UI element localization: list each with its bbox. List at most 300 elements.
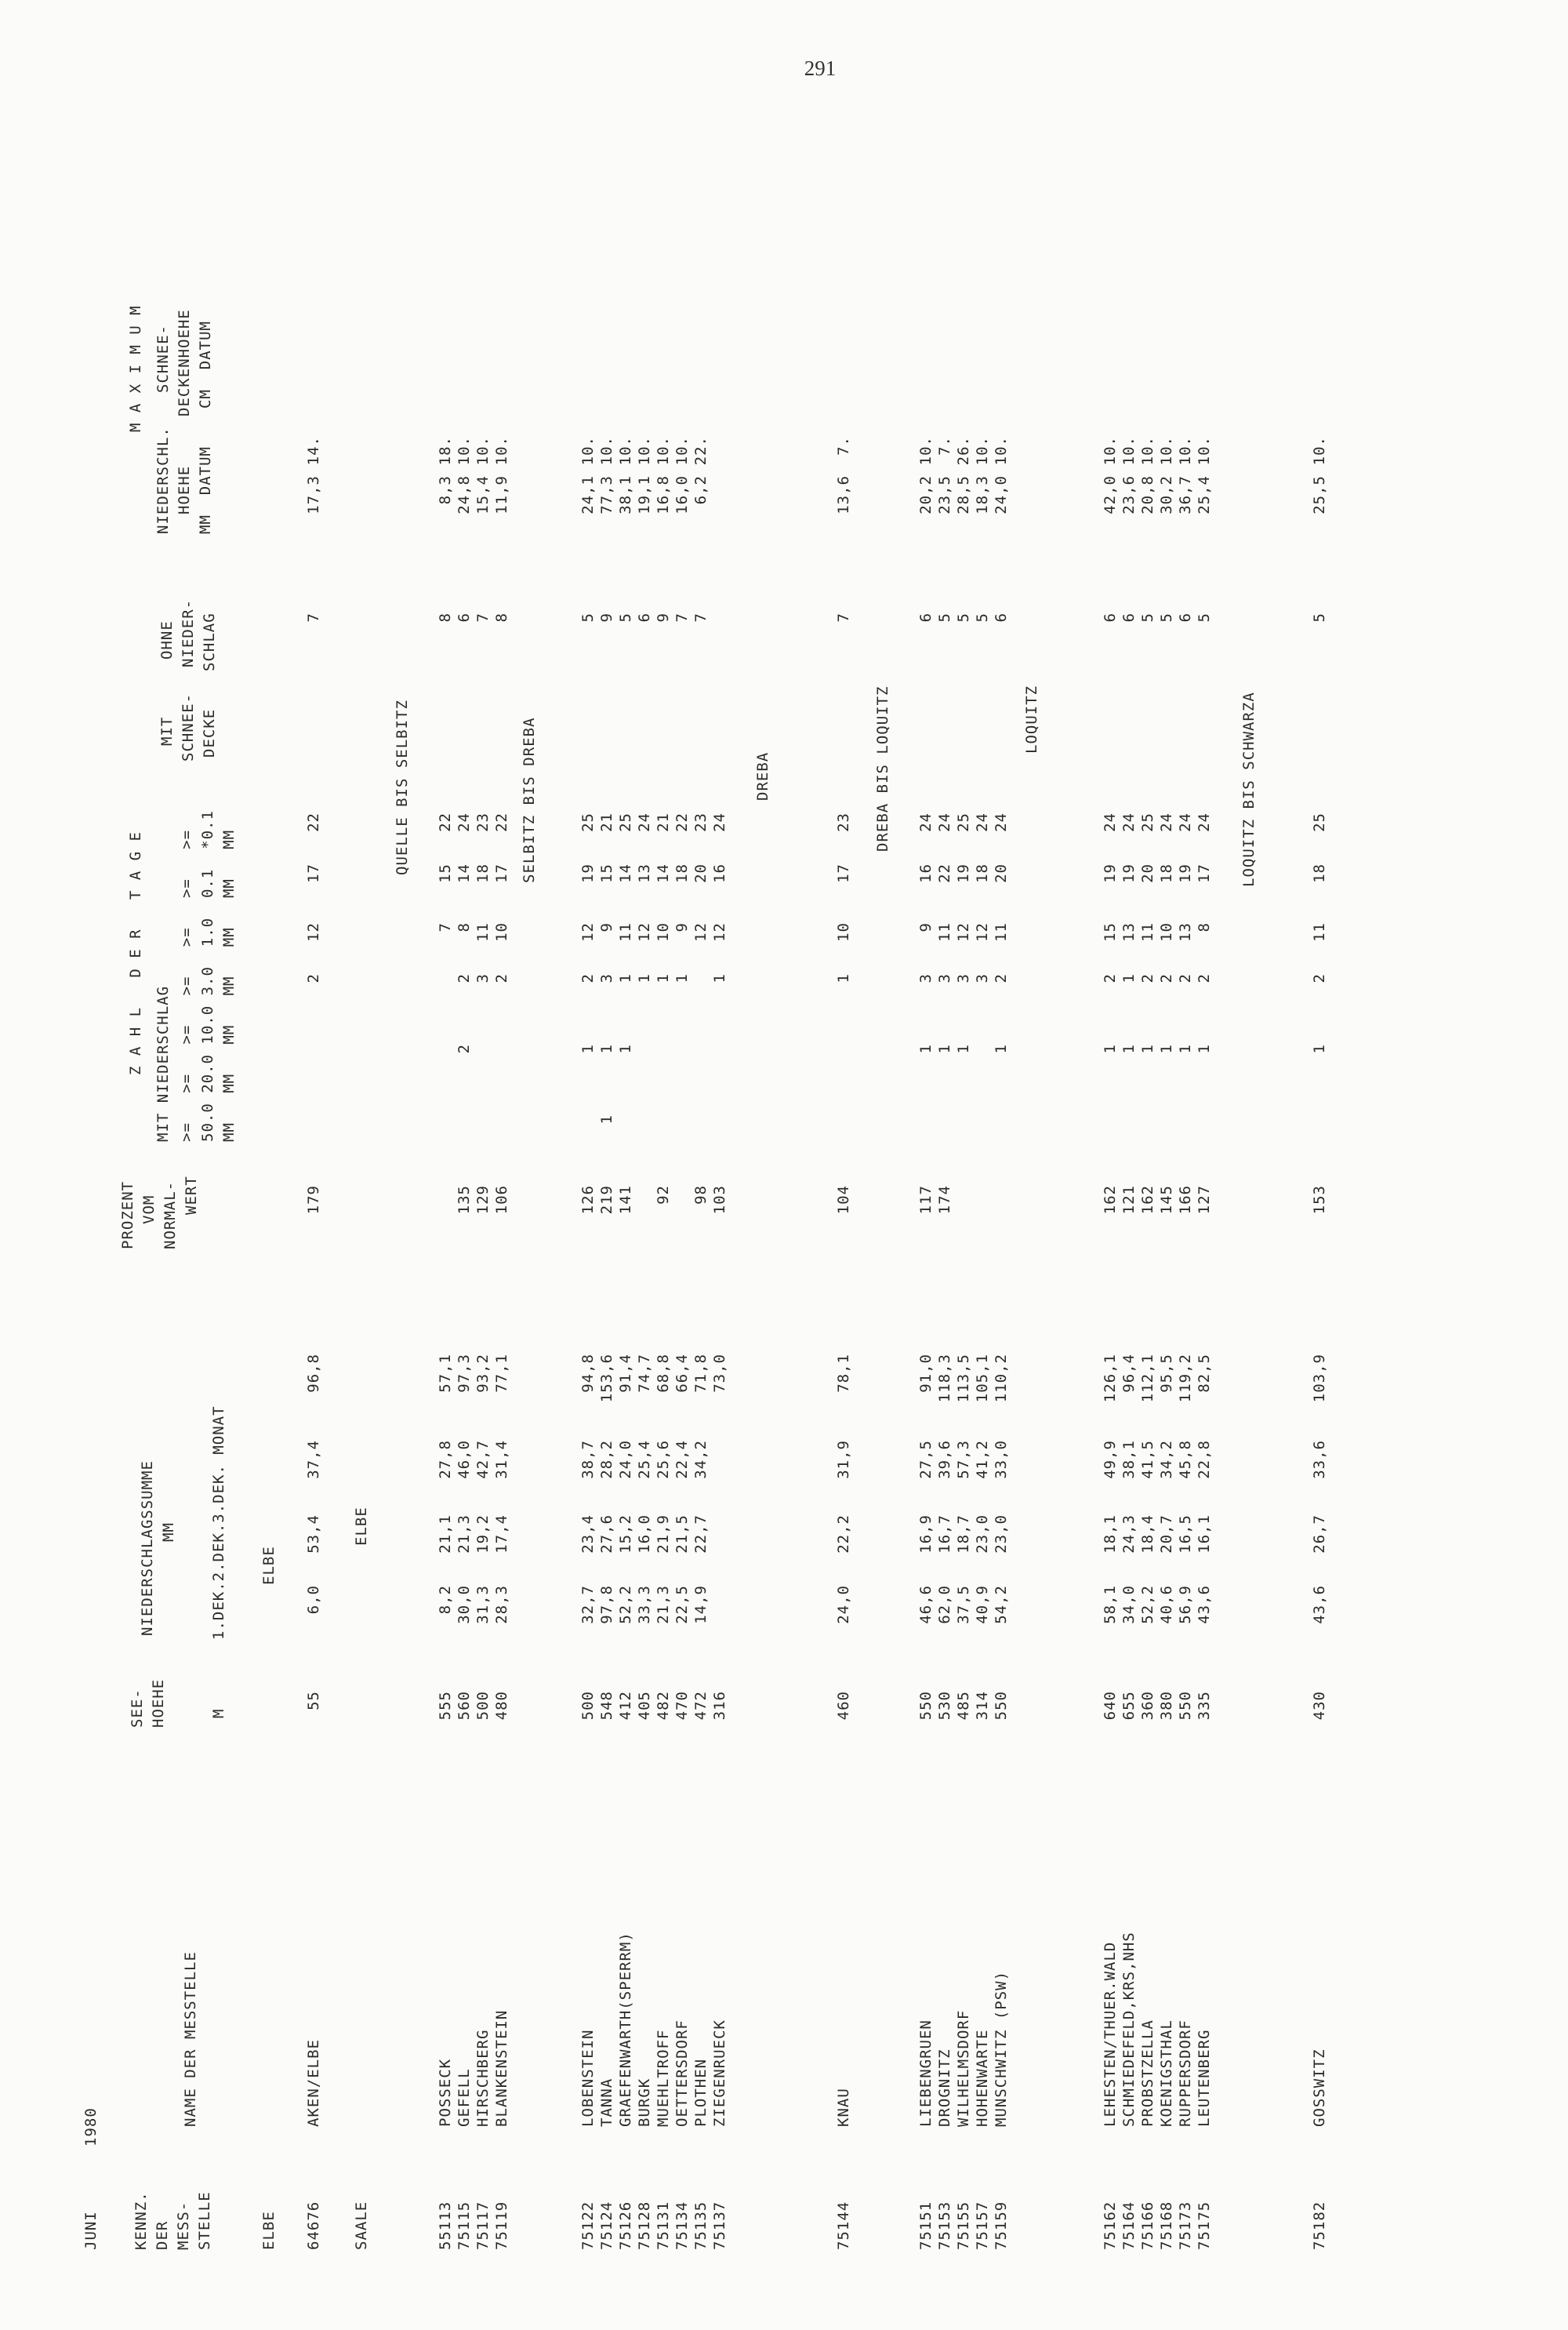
cell-dat: 10.	[579, 436, 597, 466]
page-number: 291	[804, 56, 837, 80]
station-name: SCHMIEDEFELD,KRS,NHS	[1120, 1932, 1138, 2127]
cell-d3: 27,8	[437, 1440, 454, 1479]
header-schnee-2: SCHNEE-	[180, 692, 197, 762]
cell-d2: 15,2	[617, 1514, 634, 1554]
cell-max: 25,5	[1311, 475, 1328, 514]
header-kennz-2: DER	[154, 2220, 171, 2250]
header-schnee-1: MIT	[158, 716, 176, 746]
cell-n1: 17	[493, 863, 510, 883]
cell-ohne: 9	[598, 612, 615, 623]
cell-h: 55	[305, 1691, 322, 1710]
cell-d2: 18,1	[1102, 1514, 1119, 1554]
cell-n10: 3	[598, 973, 615, 983]
cell-max: 19,1	[636, 475, 653, 514]
cell-d1: 32,7	[579, 1585, 597, 1624]
cell-n3: 10	[655, 922, 672, 942]
header-max-schnee-3: CM DATUM	[197, 321, 214, 409]
cell-max: 13,6	[835, 475, 852, 514]
cell-mon: 73,0	[711, 1354, 728, 1393]
cell-d2: 26,7	[1311, 1514, 1328, 1554]
cell-h: 316	[711, 1691, 728, 1721]
cell-n3: 11	[993, 922, 1010, 942]
cell-n3: 12	[305, 922, 322, 942]
station-id: 64676	[305, 2201, 322, 2250]
cell-pct: 219	[598, 1185, 615, 1215]
cell-h: 430	[1311, 1691, 1328, 1721]
station-name: HIRSCHBERG	[474, 2029, 492, 2127]
header-zahl-row1: >= >= >= >= >= >= >=	[178, 829, 195, 1142]
cell-d3: 37,4	[305, 1440, 322, 1479]
cell-pct: 135	[456, 1185, 473, 1215]
cell-n20: 1	[955, 1044, 972, 1054]
cell-n01: 25	[579, 812, 597, 832]
header-zahl-mit: MIT NIEDERSCHLAG	[154, 985, 172, 1142]
cell-d2: 21,3	[456, 1514, 473, 1554]
cell-mon: 71,8	[692, 1354, 710, 1393]
cell-ohne: 5	[579, 612, 597, 623]
section-subtitle: DREBA BIS LOQUITZ	[874, 685, 891, 852]
cell-mon: 74,7	[636, 1354, 653, 1393]
cell-d3: 49,9	[1102, 1440, 1119, 1479]
cell-ohne: 6	[993, 612, 1010, 623]
cell-dat: 10.	[1196, 436, 1213, 466]
cell-max: 24,0	[993, 475, 1010, 514]
section-subtitle: DREBA	[754, 751, 771, 801]
header-name: NAME DER MESSTELLE	[182, 1951, 199, 2127]
cell-n1: 20	[1139, 863, 1156, 883]
cell-n1: 14	[655, 863, 672, 883]
cell-d2: 21,5	[673, 1514, 691, 1554]
cell-n01: 24	[636, 812, 653, 832]
cell-n20: 1	[579, 1044, 597, 1054]
cell-ohne: 5	[974, 612, 991, 623]
cell-h: 480	[493, 1691, 510, 1721]
cell-d3: 46,0	[456, 1440, 473, 1479]
cell-mon: 82,5	[1196, 1354, 1213, 1393]
cell-n01: 21	[655, 812, 672, 832]
cell-mon: 93,2	[474, 1354, 492, 1393]
header-ohne-2: NIEDER-	[180, 598, 197, 667]
cell-max: 28,5	[955, 475, 972, 514]
cell-d3: 38,7	[579, 1440, 597, 1479]
cell-n20: 1	[617, 1044, 634, 1054]
cell-ohne: 8	[437, 612, 454, 623]
header-max-nieder-2: HOEHE	[176, 465, 193, 514]
header-hoehe-2: HOEHE	[150, 1678, 167, 1728]
station-name: WILHELMSDORF	[955, 2009, 972, 2127]
cell-h: 472	[692, 1691, 710, 1721]
cell-n20: 1	[1102, 1044, 1119, 1054]
cell-n01: 25	[1139, 812, 1156, 832]
station-name: KNAU	[835, 2088, 852, 2127]
cell-mon: 118,3	[936, 1354, 953, 1403]
cell-n10: 2	[305, 973, 322, 983]
cell-dat: 10.	[456, 436, 473, 466]
cell-n01: 24	[1102, 812, 1119, 832]
cell-n50: 1	[598, 1114, 615, 1125]
station-name: OETTERSDORF	[673, 2019, 691, 2127]
header-max-schnee-2: DECKENHOEHE	[176, 309, 193, 416]
cell-ohne: 6	[917, 612, 935, 623]
cell-n3: 12	[579, 922, 597, 942]
cell-max: 77,3	[598, 475, 615, 514]
cell-n1: 16	[711, 863, 728, 883]
cell-n10: 2	[1196, 973, 1213, 983]
cell-ohne: 5	[1158, 612, 1175, 623]
cell-n1: 18	[673, 863, 691, 883]
cell-d1: 52,2	[617, 1585, 634, 1624]
cell-dat: 10.	[673, 436, 691, 466]
cell-pct: 129	[474, 1185, 492, 1215]
header-max-schnee-1: SCHNEE-	[154, 324, 172, 393]
section-subtitle: LOQUITZ	[1023, 685, 1040, 754]
cell-max: 17,3	[305, 475, 322, 514]
station-id: 75168	[1158, 2201, 1175, 2250]
station-name: GOSSWITZ	[1311, 2048, 1328, 2127]
station-name: BLANKENSTEIN	[493, 2009, 510, 2127]
cell-pct: 145	[1158, 1185, 1175, 1215]
cell-n01: 24	[1196, 812, 1213, 832]
cell-n20: 1	[598, 1044, 615, 1054]
cell-n3: 9	[673, 922, 691, 932]
station-id: 75115	[456, 2201, 473, 2250]
cell-ohne: 5	[1196, 612, 1213, 623]
cell-n3: 10	[493, 922, 510, 942]
cell-n1: 17	[1196, 863, 1213, 883]
cell-n1: 15	[437, 863, 454, 883]
header-kennz-1: KENNZ.	[132, 2191, 150, 2250]
cell-ohne: 5	[1311, 612, 1328, 623]
cell-dat: 14.	[305, 436, 322, 466]
cell-mon: 94,8	[579, 1354, 597, 1393]
cell-n1: 14	[617, 863, 634, 883]
cell-d3: 31,9	[835, 1440, 852, 1479]
cell-n3: 12	[711, 922, 728, 942]
station-name: HOHENWARTE	[974, 2029, 991, 2127]
cell-d1: 34,0	[1120, 1585, 1138, 1624]
cell-mon: 105,1	[974, 1354, 991, 1403]
station-name: RUPPERSDORF	[1177, 2019, 1194, 2127]
cell-pct: 141	[617, 1185, 634, 1215]
cell-n20: 1	[1311, 1044, 1328, 1054]
cell-pct: 121	[1120, 1185, 1138, 1215]
cell-d3: 24,0	[617, 1440, 634, 1479]
cell-n1: 13	[636, 863, 653, 883]
station-name: PROBSTZELLA	[1139, 2019, 1156, 2127]
station-id: 75137	[711, 2201, 728, 2250]
cell-mon: 96,4	[1120, 1354, 1138, 1393]
cell-n20: 1	[917, 1044, 935, 1054]
cell-n10: 2	[1311, 973, 1328, 983]
cell-n10: 1	[673, 973, 691, 983]
cell-n1: 19	[1102, 863, 1119, 883]
cell-h: 500	[474, 1691, 492, 1721]
cell-d2: 18,7	[955, 1514, 972, 1554]
cell-pct: 126	[579, 1185, 597, 1215]
cell-max: 16,8	[655, 475, 672, 514]
station-id: 75164	[1120, 2201, 1138, 2250]
cell-dat: 10.	[1120, 436, 1138, 466]
cell-n20: 1	[1177, 1044, 1194, 1054]
cell-n1: 18	[1158, 863, 1175, 883]
cell-d2: 23,0	[993, 1514, 1010, 1554]
cell-n01: 25	[1311, 812, 1328, 832]
cell-ohne: 6	[1102, 612, 1119, 623]
station-id: 75131	[655, 2201, 672, 2250]
cell-dat: 10.	[917, 436, 935, 466]
station-id: 75144	[835, 2201, 852, 2250]
cell-h: 314	[974, 1691, 991, 1721]
cell-h: 380	[1158, 1691, 1175, 1721]
cell-n3: 8	[1196, 922, 1213, 932]
cell-h: 460	[835, 1691, 852, 1721]
cell-d3: 34,2	[1158, 1440, 1175, 1479]
station-id: 75124	[598, 2201, 615, 2250]
cell-n10: 1	[636, 973, 653, 983]
cell-mon: 112,1	[1139, 1354, 1156, 1403]
cell-dat: 10.	[617, 436, 634, 466]
cell-n3: 12	[636, 922, 653, 942]
cell-dat: 10.	[655, 436, 672, 466]
cell-dat: 10.	[1311, 436, 1328, 466]
cell-n1: 19	[1177, 863, 1194, 883]
cell-ohne: 9	[655, 612, 672, 623]
cell-mon: 57,1	[437, 1354, 454, 1393]
header-niederschlag-title: NIEDERSCHLAGSSUMME	[139, 1460, 156, 1636]
header-hoehe-1: SEE-	[129, 1688, 146, 1728]
header-zahl-row2: 50.0 20.0 10.0 3.0 1.0 0.1 *0.1	[199, 810, 216, 1142]
cell-n3: 9	[598, 922, 615, 932]
cell-max: 42,0	[1102, 475, 1119, 514]
cell-pct: 153	[1311, 1185, 1328, 1215]
cell-n01: 24	[1158, 812, 1175, 832]
cell-dat: 22.	[692, 436, 710, 466]
year-label: 1980	[82, 2107, 100, 2146]
station-name: KOENIGSTHAL	[1158, 2019, 1175, 2127]
cell-ohne: 7	[835, 612, 852, 623]
cell-n3: 10	[835, 922, 852, 942]
cell-n10: 1	[1120, 973, 1138, 983]
cell-n01: 22	[305, 812, 322, 832]
cell-ohne: 7	[673, 612, 691, 623]
header-zahl-row3: MM MM MM MM MM MM MM	[220, 829, 238, 1142]
cell-ohne: 5	[955, 612, 972, 623]
station-id: 75175	[1196, 2201, 1213, 2250]
cell-n3: 8	[456, 922, 473, 932]
cell-n20: 1	[1158, 1044, 1175, 1054]
cell-max: 11,9	[493, 475, 510, 514]
cell-n3: 11	[617, 922, 634, 942]
cell-d2: 22,7	[692, 1514, 710, 1554]
station-id: 55113	[437, 2201, 454, 2250]
cell-dat: 26.	[955, 436, 972, 466]
cell-h: 485	[955, 1691, 972, 1721]
cell-dat: 10.	[1158, 436, 1175, 466]
cell-n3: 13	[1120, 922, 1138, 942]
cell-h: 560	[456, 1691, 473, 1721]
station-name: ZIEGENRUECK	[711, 2019, 728, 2127]
cell-n01: 24	[1120, 812, 1138, 832]
header-prozent-4: WERT	[183, 1176, 200, 1215]
cell-dat: 10.	[993, 436, 1010, 466]
cell-n1: 18	[1311, 863, 1328, 883]
section-subtitle: ELBE	[353, 1507, 370, 1546]
cell-pct: 162	[1102, 1185, 1119, 1215]
section-subtitle: LOQUITZ BIS SCHWARZA	[1240, 692, 1258, 887]
cell-n1: 19	[1120, 863, 1138, 883]
station-name: POSSECK	[437, 2058, 454, 2127]
cell-max: 6,2	[692, 475, 710, 505]
cell-d1: 37,5	[955, 1585, 972, 1624]
station-name: LEUTENBERG	[1196, 2029, 1213, 2127]
cell-d1: 97,8	[598, 1585, 615, 1624]
cell-h: 500	[579, 1691, 597, 1721]
cell-d1: 8,2	[437, 1585, 454, 1615]
cell-max: 20,2	[917, 475, 935, 514]
cell-dat: 10.	[1177, 436, 1194, 466]
cell-h: 548	[598, 1691, 615, 1721]
cell-mon: 91,4	[617, 1354, 634, 1393]
river-label: ELBE	[260, 2211, 278, 2250]
cell-d3: 41,2	[974, 1440, 991, 1479]
cell-dat: 10.	[598, 436, 615, 466]
cell-n01: 22	[673, 812, 691, 832]
cell-n1: 17	[305, 863, 322, 883]
cell-d1: 43,6	[1196, 1585, 1213, 1624]
header-hoehe-unit: M	[210, 1708, 227, 1718]
cell-n10: 2	[579, 973, 597, 983]
cell-d1: 43,6	[1311, 1585, 1328, 1624]
cell-n1: 19	[579, 863, 597, 883]
cell-n10: 2	[456, 973, 473, 983]
cell-d3: 31,4	[493, 1440, 510, 1479]
cell-pct: 179	[305, 1185, 322, 1215]
cell-d3: 38,1	[1120, 1440, 1138, 1479]
cell-n01: 24	[1177, 812, 1194, 832]
cell-mon: 113,5	[955, 1354, 972, 1403]
station-name: LIEBENGRUEN	[917, 2019, 935, 2127]
cell-d3: 57,3	[955, 1440, 972, 1479]
cell-pct: 98	[692, 1185, 710, 1205]
cell-pct: 103	[711, 1185, 728, 1215]
station-id: 75128	[636, 2201, 653, 2250]
cell-max: 25,4	[1196, 475, 1213, 514]
cell-pct: 162	[1139, 1185, 1156, 1215]
cell-n3: 11	[1311, 922, 1328, 942]
cell-n1: 18	[474, 863, 492, 883]
cell-n01: 25	[617, 812, 634, 832]
cell-n1: 14	[456, 863, 473, 883]
cell-h: 550	[1177, 1691, 1194, 1721]
cell-n3: 7	[437, 922, 454, 932]
section-subtitle: SELBITZ BIS DREBA	[521, 717, 538, 883]
cell-ohne: 6	[456, 612, 473, 623]
cell-n10: 2	[1139, 973, 1156, 983]
cell-d2: 16,5	[1177, 1514, 1194, 1554]
cell-d1: 31,3	[474, 1585, 492, 1624]
cell-d2: 18,4	[1139, 1514, 1156, 1554]
cell-n1: 20	[692, 863, 710, 883]
station-id: 75135	[692, 2201, 710, 2250]
cell-max: 36,7	[1177, 475, 1194, 514]
header-kennz-4: STELLE	[196, 2191, 213, 2250]
cell-mon: 119,2	[1177, 1354, 1194, 1403]
river-label: SAALE	[353, 2201, 370, 2250]
header-niederschlag-unit: MM	[160, 1522, 177, 1542]
cell-n10: 2	[1177, 973, 1194, 983]
cell-d3: 22,4	[673, 1440, 691, 1479]
cell-n10: 3	[955, 973, 972, 983]
cell-ohne: 5	[617, 612, 634, 623]
station-name: BURGK	[636, 2077, 653, 2127]
cell-dat: 10.	[1139, 436, 1156, 466]
station-name: DROGNITZ	[936, 2048, 953, 2127]
station-name: PLOTHEN	[692, 2058, 710, 2127]
header-ohne-3: SCHLAG	[201, 612, 218, 671]
cell-d3: 33,0	[993, 1440, 1010, 1479]
cell-mon: 153,6	[598, 1354, 615, 1403]
cell-h: 335	[1196, 1691, 1213, 1721]
cell-d1: 62,0	[936, 1585, 953, 1624]
cell-ohne: 7	[692, 612, 710, 623]
station-id: 75182	[1311, 2201, 1328, 2250]
cell-n01: 25	[955, 812, 972, 832]
cell-max: 8,3	[437, 475, 454, 505]
cell-h: 640	[1102, 1691, 1119, 1721]
cell-h: 405	[636, 1691, 653, 1721]
cell-n10: 2	[993, 973, 1010, 983]
station-name: TANNA	[598, 2077, 615, 2127]
cell-n10: 1	[655, 973, 672, 983]
cell-n20: 1	[936, 1044, 953, 1054]
cell-n20: 2	[456, 1044, 473, 1054]
cell-n3: 11	[474, 922, 492, 942]
cell-n3: 12	[692, 922, 710, 942]
cell-d1: 28,3	[493, 1585, 510, 1624]
station-id: 75157	[974, 2201, 991, 2250]
cell-d1: 40,9	[974, 1585, 991, 1624]
cell-mon: 126,1	[1102, 1354, 1119, 1403]
cell-n01: 24	[974, 812, 991, 832]
header-maximum-title: M A X I M U M	[127, 305, 144, 432]
cell-n01: 23	[835, 812, 852, 832]
cell-mon: 66,4	[673, 1354, 691, 1393]
cell-n01: 22	[493, 812, 510, 832]
station-id: 75166	[1139, 2201, 1156, 2250]
cell-n10: 2	[1102, 973, 1119, 983]
station-name: LOBENSTEIN	[579, 2029, 597, 2127]
cell-d2: 17,4	[493, 1514, 510, 1554]
cell-n10: 1	[835, 973, 852, 983]
cell-n10: 3	[936, 973, 953, 983]
header-max-nieder-3: MM DATUM	[197, 446, 214, 534]
cell-d3: 25,6	[655, 1440, 672, 1479]
cell-d1: 24,0	[835, 1585, 852, 1624]
cell-d3: 33,6	[1311, 1440, 1328, 1479]
header-prozent-3: NORMAL-	[162, 1180, 179, 1249]
cell-d3: 22,8	[1196, 1440, 1213, 1479]
cell-d1: 56,9	[1177, 1585, 1194, 1624]
cell-n01: 24	[917, 812, 935, 832]
station-name: MUNSCHWITZ (PSW)	[993, 1970, 1010, 2127]
cell-mon: 95,5	[1158, 1354, 1175, 1393]
cell-n1: 16	[917, 863, 935, 883]
header-max-nieder-1: NIEDERSCHL.	[154, 427, 172, 534]
cell-ohne: 8	[493, 612, 510, 623]
cell-pct: 106	[493, 1185, 510, 1215]
cell-n3: 13	[1177, 922, 1194, 942]
section-subtitle: QUELLE BIS SELBITZ	[394, 700, 411, 875]
